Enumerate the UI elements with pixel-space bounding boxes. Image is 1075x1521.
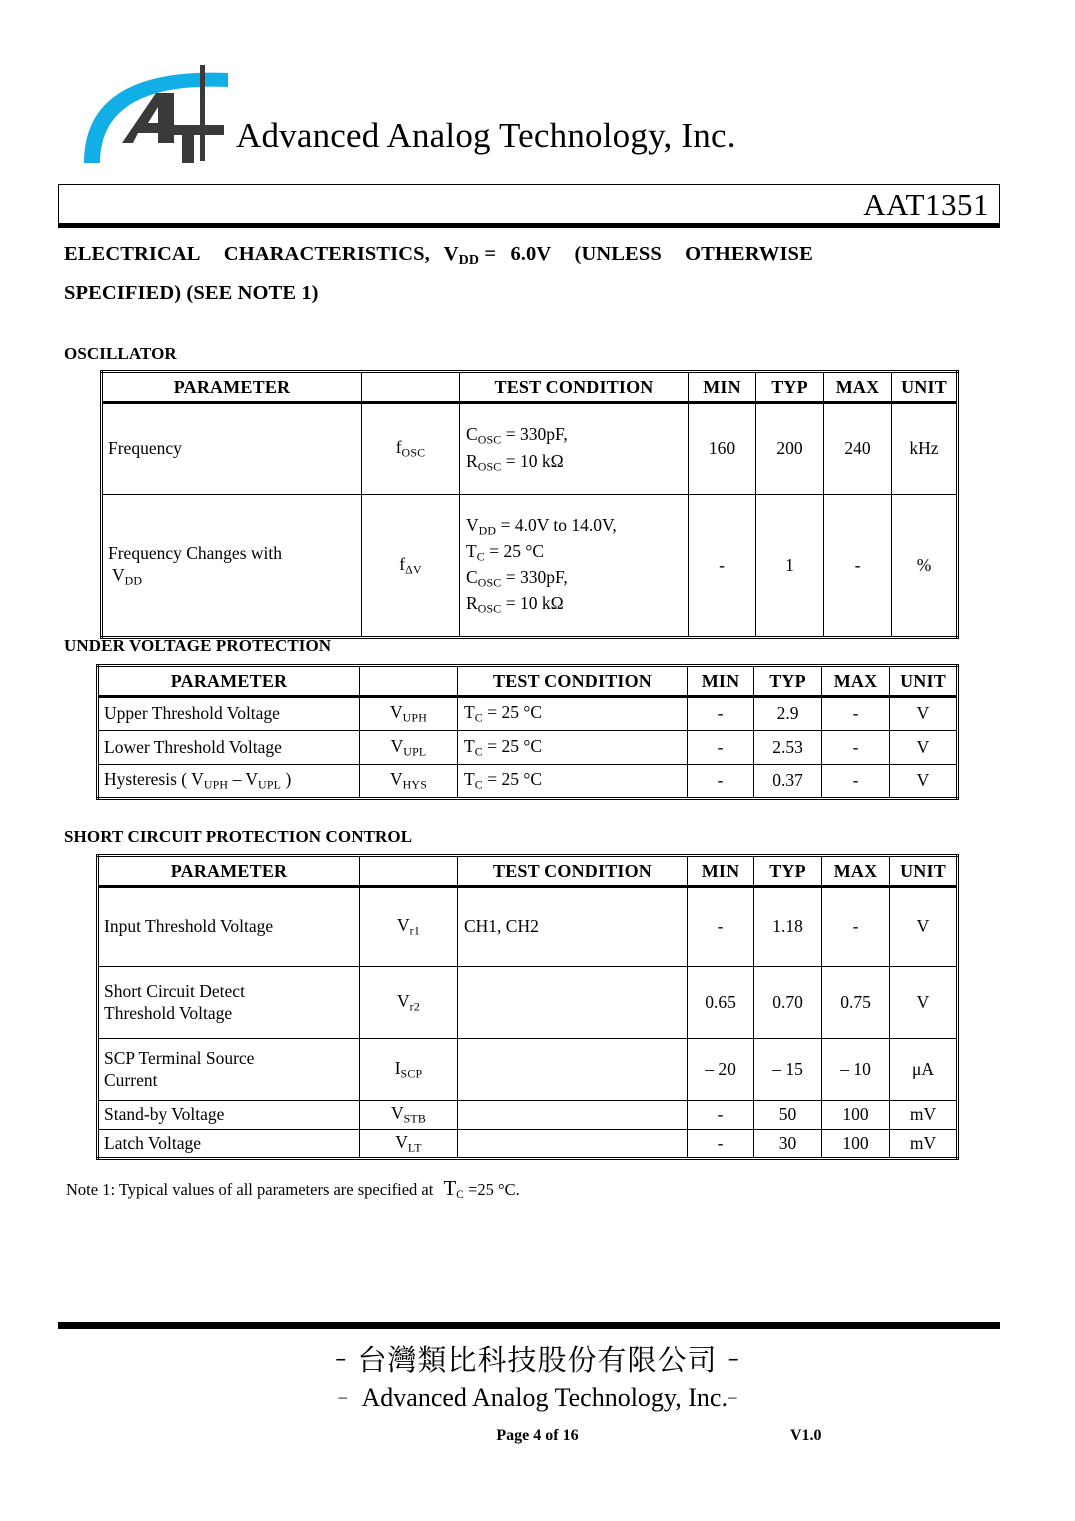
cell-min: - — [688, 1101, 754, 1130]
col-min: MIN — [689, 372, 756, 403]
col-unit: UNIT — [892, 372, 958, 403]
cell-max: 0.75 — [822, 967, 890, 1039]
cell-max: 100 — [822, 1101, 890, 1130]
cell-parameter: Frequency — [102, 403, 362, 495]
cell-symbol: $V_{STB}$ — [360, 1101, 458, 1130]
table-header-row — [98, 666, 958, 697]
col-symbol — [360, 666, 458, 697]
table-row — [98, 765, 958, 799]
col-parameter: PARAMETER — [102, 372, 362, 403]
cell-test-condition — [458, 967, 688, 1039]
cell-parameter: Input Threshold Voltage — [98, 887, 360, 967]
table-header-row — [98, 856, 958, 887]
table-under-voltage-protection — [96, 664, 959, 800]
cell-min: - — [688, 765, 754, 799]
title-word-characteristics: CHARACTERISTICS, — [223, 243, 430, 265]
cell-test-condition — [458, 1101, 688, 1130]
cell-min: - — [689, 495, 756, 638]
footer-dash-left: – — [335, 1347, 348, 1372]
cell-test-condition — [458, 1039, 688, 1101]
part-number: AAT1351 — [863, 187, 989, 222]
footer-company-english — [0, 1383, 1075, 1413]
section-label-oscillator: OSCILLATOR — [64, 344, 177, 363]
table-row — [102, 495, 958, 638]
cell-max: - — [822, 697, 890, 731]
cell-max: 240 — [824, 403, 892, 495]
cell-parameter: Lower Threshold Voltage — [98, 731, 360, 765]
table-row — [98, 731, 958, 765]
col-parameter: PARAMETER — [98, 856, 360, 887]
cell-max: – 10 — [822, 1039, 890, 1101]
cell-symbol: $V_{r2}$ — [360, 967, 458, 1039]
cell-max: - — [822, 887, 890, 967]
table-short-circuit-protection-control — [96, 854, 959, 1160]
note-text: Note 1: Typical values of all parameters are specified at — [66, 1180, 434, 1199]
cell-test-condition — [460, 495, 689, 638]
table-row — [98, 1101, 958, 1130]
title-equals: = — [484, 243, 497, 265]
condition-line: $C_{OSC} = 330pF$, — [466, 567, 568, 590]
col-max: MAX — [822, 666, 890, 697]
condition-line: $R_{OSC} = 10$ kΩ — [466, 593, 564, 616]
section-label-short-circuit-protection-control: SHORT CIRCUIT PROTECTION CONTROL — [64, 827, 413, 846]
cell-min: – 20 — [688, 1039, 754, 1101]
cell-parameter: Stand-by Voltage — [98, 1101, 360, 1130]
condition-line: $R_{OSC} = 10$ kΩ — [466, 450, 564, 473]
col-typ: TYP — [754, 666, 822, 697]
cell-parameter: Upper Threshold Voltage — [98, 697, 360, 731]
cell-min: 0.65 — [688, 967, 754, 1039]
cell-typ: – 15 — [754, 1039, 822, 1101]
cell-parameter: Short Circuit Detect Threshold Voltage — [98, 967, 360, 1039]
cell-parameter: Hysteresis ( $V_{UPH} - V_{UPL}$ ) — [98, 765, 360, 799]
cell-typ: 0.70 — [754, 967, 822, 1039]
cell-max: - — [822, 765, 890, 799]
footer-dash-right: – — [727, 1387, 737, 1406]
cell-test-condition: $T_C = 25$ °C — [458, 697, 688, 731]
cell-typ: 1 — [756, 495, 824, 638]
cell-min: 160 — [689, 403, 756, 495]
cell-symbol: $f_{OSC}$ — [362, 403, 460, 495]
cell-symbol: $V_{LT}$ — [360, 1130, 458, 1159]
cell-test-condition: $T_C = 25$ °C — [458, 731, 688, 765]
cell-min: - — [688, 731, 754, 765]
cell-test-condition — [460, 403, 689, 495]
title-word-unless: (UNLESS — [574, 243, 662, 265]
cell-unit: V — [890, 697, 958, 731]
cell-unit: V — [890, 731, 958, 765]
title-voltage-value: 6.0V — [510, 243, 552, 265]
cell-max: - — [824, 495, 892, 638]
page-masthead — [58, 58, 1008, 178]
table-row — [98, 1130, 958, 1159]
table-row — [98, 1039, 958, 1101]
col-unit: UNIT — [890, 856, 958, 887]
col-max: MAX — [822, 856, 890, 887]
table-row — [98, 967, 958, 1039]
cell-symbol: $V_{UPH}$ — [360, 697, 458, 731]
table-row — [98, 697, 958, 731]
cell-unit: V — [890, 765, 958, 799]
table-oscillator — [100, 370, 959, 639]
footer-page-number: Page 4 of 16 — [496, 1427, 579, 1444]
title-line-2: SPECIFIED) (SEE NOTE 1) — [64, 281, 319, 304]
cell-typ: 2.53 — [754, 731, 822, 765]
col-symbol — [360, 856, 458, 887]
cell-unit: V — [890, 887, 958, 967]
col-min: MIN — [688, 666, 754, 697]
title-symbol-vdd: $V_{DD}$ — [443, 243, 480, 268]
cell-parameter: SCP Terminal Source Current — [98, 1039, 360, 1101]
section-label-under-voltage-protection: UNDER VOLTAGE PROTECTION — [64, 636, 332, 655]
cell-unit: mV — [890, 1101, 958, 1130]
cell-typ: 0.37 — [754, 765, 822, 799]
col-typ: TYP — [756, 372, 824, 403]
table-header-row — [102, 372, 958, 403]
cell-test-condition: CH1, CH2 — [458, 887, 688, 967]
cell-min: - — [688, 697, 754, 731]
cell-unit: kHz — [892, 403, 958, 495]
part-number-box — [58, 184, 1000, 228]
cell-symbol: $V_{r1}$ — [360, 887, 458, 967]
cell-unit: V — [890, 967, 958, 1039]
cell-symbol: $I_{SCP}$ — [360, 1039, 458, 1101]
cell-test-condition — [458, 1130, 688, 1159]
footer-version: V1.0 — [790, 1427, 822, 1444]
cell-min: - — [688, 1130, 754, 1159]
col-test-condition: TEST CONDITION — [458, 856, 688, 887]
table-row — [102, 403, 958, 495]
note-1 — [66, 1176, 520, 1201]
col-unit: UNIT — [890, 666, 958, 697]
footer-english-text: Advanced Analog Technology, Inc. — [361, 1383, 728, 1412]
footer-chinese-text: 台灣類比科技股份有限公司 — [357, 1343, 718, 1377]
cell-max: - — [822, 731, 890, 765]
cell-unit: mV — [890, 1130, 958, 1159]
note-symbol: $T_C =25$ °C. — [443, 1176, 520, 1202]
footer-company-chinese — [0, 1338, 1075, 1379]
cell-symbol: $V_{HYS}$ — [360, 765, 458, 799]
cell-min: - — [688, 887, 754, 967]
cell-symbol: $V_{UPL}$ — [360, 731, 458, 765]
cell-unit: % — [892, 495, 958, 638]
col-test-condition: TEST CONDITION — [458, 666, 688, 697]
footer-dash-right: – — [727, 1347, 740, 1372]
col-max: MAX — [824, 372, 892, 403]
cell-symbol: $f_{\Delta V}$ — [362, 495, 460, 638]
company-name: Advanced Analog Technology, Inc. — [236, 116, 736, 155]
cell-test-condition: $T_C = 25$ °C — [458, 765, 688, 799]
cell-typ: 30 — [754, 1130, 822, 1159]
title-word-electrical: ELECTRICAL — [64, 243, 201, 265]
cell-typ: 50 — [754, 1101, 822, 1130]
condition-line: $V_{DD} = 4.0V$ to 14.0V, — [466, 514, 617, 537]
cell-typ: 200 — [756, 403, 824, 495]
footer-dash-left: – — [338, 1387, 348, 1406]
condition-line: $C_{OSC} = 330pF$, — [466, 424, 568, 447]
col-typ: TYP — [754, 856, 822, 887]
cell-typ: 1.18 — [754, 887, 822, 967]
page-title — [64, 238, 964, 309]
cell-parameter: Frequency Changes with $V_{DD}$ — [102, 495, 362, 638]
condition-line: $T_C = 25$ °C — [466, 540, 545, 564]
footer-divider — [58, 1322, 1000, 1329]
title-word-otherwise: OTHERWISE — [685, 243, 813, 265]
col-symbol — [362, 372, 460, 403]
col-parameter: PARAMETER — [98, 666, 360, 697]
table-row — [98, 887, 958, 967]
cell-max: 100 — [822, 1130, 890, 1159]
cell-unit: μA — [890, 1039, 958, 1101]
col-min: MIN — [688, 856, 754, 887]
cell-typ: 2.9 — [754, 697, 822, 731]
col-test-condition: TEST CONDITION — [460, 372, 689, 403]
aat-logo-icon — [78, 63, 248, 168]
cell-parameter: Latch Voltage — [98, 1130, 360, 1159]
